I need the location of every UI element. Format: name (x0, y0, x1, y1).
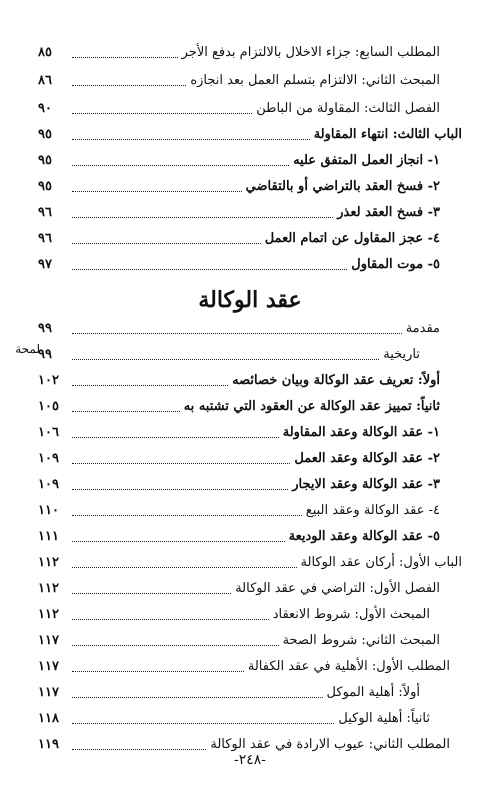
toc-row (38, 550, 462, 572)
toc-entry-page: ٨٦ (38, 73, 52, 88)
dot-leader (72, 436, 279, 438)
dot-leader (72, 514, 302, 516)
toc-entry-title: ٣- فسخ العقد لعذر (337, 205, 440, 220)
toc-entry-page: ١٠٢ (38, 373, 59, 388)
toc-entry-page: ١١٢ (38, 581, 59, 596)
dot-leader (72, 56, 178, 58)
dot-leader (72, 566, 297, 568)
toc-row (38, 200, 440, 222)
toc-row (38, 732, 450, 754)
toc-entry-title: ٤- عجز المقاول عن اتمام العمل (264, 231, 440, 246)
toc-row (38, 96, 440, 118)
toc-entry-title: المطلب الأول: الأهلية في عقد الكفالة (247, 659, 450, 674)
toc-entry-page: ٩٥ (38, 127, 52, 142)
dot-leader (72, 112, 252, 114)
toc-row (38, 498, 440, 520)
toc-entry-page: ١١٢ (38, 555, 59, 570)
toc-entry-title: المبحث الثاني: الالتزام بتسلم العمل بعد انجازه (190, 73, 440, 88)
toc-row (38, 122, 462, 144)
toc-row (38, 706, 430, 728)
dot-leader (72, 722, 334, 724)
dot-leader (72, 84, 186, 86)
toc-row (38, 40, 440, 62)
toc-entry-title: الفصل الثالث: المقاولة من الباطن (256, 101, 440, 116)
toc-row (38, 420, 440, 442)
dot-leader (72, 462, 290, 464)
toc-entry-page: ٩٦ (38, 231, 52, 246)
dot-leader (72, 216, 333, 218)
toc-entry-title: المبحث الأول: شروط الانعقاد (272, 607, 430, 622)
toc-entry-title: المطلب السابع: جزاء الاخلال بالالتزام بدفع الأجر (181, 45, 440, 60)
dot-leader (72, 592, 231, 594)
dot-leader (72, 644, 279, 646)
dot-leader (72, 696, 323, 698)
dot-leader (72, 384, 228, 386)
toc-entry-page: ١١٧ (38, 633, 59, 648)
toc-entry-title: ١- عقد الوكالة وعقد المقاولة (282, 425, 440, 440)
dot-leader (72, 268, 347, 270)
toc-row (38, 252, 440, 274)
toc-entry-page: ٩٠ (38, 101, 52, 116)
toc-entry-title: الفصل الأول: التراضي في عقد الوكالة (235, 581, 440, 596)
toc-entry-page: ١٠٩ (38, 451, 59, 466)
toc-row (38, 576, 440, 598)
toc-row (38, 368, 440, 390)
toc-entry-page: ٩٥ (38, 179, 52, 194)
toc-row (38, 602, 430, 624)
toc-row (38, 446, 440, 468)
toc-entry-page: ١١١ (38, 529, 59, 544)
toc-entry-title: أولاً: تعريف عقد الوكالة وبيان خصائصه (232, 373, 440, 388)
toc-entry-page: ٨٥ (38, 45, 52, 60)
toc-entry-title: تاريخية (383, 347, 420, 362)
toc-entry-title: أولاً: أهلية الموكل (326, 685, 420, 700)
dot-leader (72, 618, 269, 620)
toc-entry-page: ١١٧ (38, 685, 59, 700)
toc-entry-title: المبحث الثاني: شروط الصحة (282, 633, 440, 648)
toc-row (38, 680, 420, 702)
toc-row (38, 148, 440, 170)
toc-entry-title: ٥- موت المقاول (351, 257, 440, 272)
toc-entry-page: ١١٢ (38, 607, 59, 622)
dot-leader (72, 540, 285, 542)
toc-entry-title: ثانياً: أهلية الوكيل (338, 711, 430, 726)
toc-entry-page: ٩٦ (38, 205, 52, 220)
toc-entry-page: ٩٩ (38, 321, 52, 336)
toc-row (38, 226, 440, 248)
toc-entry-page: ١٠٥ (38, 399, 59, 414)
dot-leader (72, 410, 180, 412)
dot-leader (72, 488, 288, 490)
toc-entry-title: ٣- عقد الوكالة وعقد الايجار (292, 477, 440, 492)
dot-leader (72, 138, 310, 140)
toc-row (38, 654, 450, 676)
toc-entry-title: الباب الثالث: انتهاء المقاولة (313, 127, 462, 142)
toc-entry-page: ٩٧ (38, 257, 52, 272)
toc-entry-page: ١٠٦ (38, 425, 59, 440)
toc-row (38, 394, 440, 416)
section-heading: عقد الوكالة (198, 287, 302, 313)
toc-entry-title: الباب الأول: أركان عقد الوكالة (300, 555, 462, 570)
toc-row (38, 342, 420, 364)
page-number: -٢٤٨- (233, 752, 267, 768)
toc-entry-page: ١١٧ (38, 659, 59, 674)
dot-leader (72, 670, 244, 672)
toc-entry-page: ١١٠ (38, 503, 59, 518)
dot-leader (72, 242, 261, 244)
toc-row (38, 524, 440, 546)
toc-row (38, 174, 440, 196)
dot-leader (72, 164, 289, 166)
dot-leader (72, 332, 402, 334)
toc-row (38, 472, 440, 494)
toc-entry-title: مقدمة (405, 321, 440, 336)
toc-entry-page: ١٠٩ (38, 477, 59, 492)
dot-leader (72, 358, 379, 360)
toc-entry-title: المطلب الثاني: عيوب الارادة في عقد الوكالة (210, 737, 450, 752)
toc-entry-page: ١١٩ (38, 737, 59, 752)
toc-row (38, 316, 440, 338)
toc-row (38, 68, 440, 90)
dot-leader (72, 190, 242, 192)
toc-row (38, 628, 440, 650)
side-label: لمحة (15, 342, 40, 356)
dot-leader (72, 748, 206, 750)
toc-entry-page: ١١٨ (38, 711, 59, 726)
toc-entry-title: ثانياً: تمييز عقد الوكالة عن العقود التي تشتبه به (183, 399, 440, 414)
toc-entry-title: ٢- عقد الوكالة وعقد العمل (294, 451, 440, 466)
toc-entry-title: ٢- فسخ العقد بالتراضي أو بالتقاضي (245, 179, 440, 194)
toc-entry-page: ٩٩ (38, 347, 52, 362)
toc-entry-title: ٥- عقد الوكالة وعقد الوديعة (288, 529, 440, 544)
toc-entry-page: ٩٥ (38, 153, 52, 168)
toc-entry-title: ١- انجاز العمل المتفق عليه (293, 153, 440, 168)
toc-entry-title: ٤- عقد الوكالة وعقد البيع (305, 503, 440, 518)
